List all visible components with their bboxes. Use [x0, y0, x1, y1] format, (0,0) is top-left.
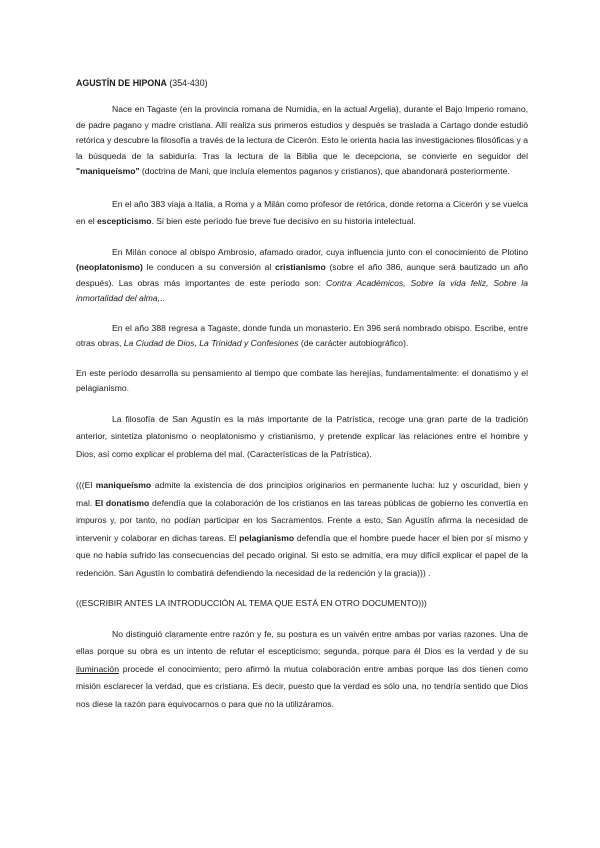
- p6-text-a: La filosofía de San Agustín es la más importante de la Patrística, recoge una gran parte de la tradición anterior, sintetiza platonismo o neoplatonismo y cristianismo, y pretende explicar las relaciones entre el hombre y Dios, así como explicar el problema del mal. (Características de la Patrística): [76, 413, 528, 459]
- p3-text-e: (sobre el año 386, aunque será bautizado un año después). Las obras más importantes de este período son:: [76, 262, 528, 288]
- p3-text-c: le conducen a su conversión al: [142, 262, 276, 272]
- title-dates: (354-430): [169, 78, 208, 88]
- p4-works-list: La Ciudad de Dios, La Trinidad y Confesiones: [123, 338, 299, 348]
- p7-text-e: defendía que la colaboración de los cristianos en las tareas públicas de gobierno les convertía en impuros y, por tanto, no podían participar en los Sacramentos. Frente a esto, San Agustín afirma la necesidad de intervenir y colaborar en dichas tareas. El: [76, 497, 528, 543]
- p3-text-g: ..: [160, 293, 165, 303]
- p2-term-escepticismo: escepticismo: [97, 216, 152, 226]
- p7-term-maniqueismo: maniqueísmo: [95, 480, 152, 490]
- document-title: [76, 78, 528, 88]
- p3-text-a: En Milán conoce al obispo Ambrosio, afamado orador, cuya influencia junto con el conocimiento de Plotino: [112, 246, 528, 257]
- p1-text-a: Nace en Tagaste (en la provincia romana de Numidia, en la actual Argelia), durante el Bajo Imperio romano, de padre pagano y madre cristiana. Allí realiza sus primeros estudios y después se traslada a Cartago donde estudió retórica y descubre la filosofía a través de la lectura de Cicerón. Esto le orienta hacia las investigaciones filosóficas y a la búsqueda de la sabiduría. Tras la lectura de la Biblia que le decepciona, se convierte en seguidor del: [76, 104, 528, 161]
- p4-text-c: (de carácter autobiográfico).: [298, 338, 409, 348]
- p2-text-c: . Si bien este período fue breve fue decisivo en su historia intelectual.: [151, 216, 416, 226]
- p9-text-a: No distinguió claramente entre razón y fe, su postura es un vaivén entre ambas por varias razones. Una de ellas porque su obra es un intento de refutar el escepticismo; segunda, porque para él Dios es la verdad y de su: [76, 628, 528, 656]
- p7-text-c: admite la existencia de dos principios originarios en permanente lucha: luz y oscuridad, bien y mal.: [76, 480, 528, 508]
- paragraph-heresies-detail: [76, 477, 528, 582]
- paragraph-patristica: [76, 411, 528, 464]
- p7-text-g: defendía que el hombre puede hacer el bien por sí mismo y que no había sufrido las consecuencias del pecado original. Si esto se admitía, era muy difícil explicar el papel de la redención. San Agustín lo combatirá defendiendo la necesidad de la redención y la gracia))) .: [76, 532, 528, 578]
- paragraph-reason-faith: [76, 626, 528, 714]
- p4-text-a: En el año 388 regresa a Tagaste, donde funda un monasterio. En 396 será nombrado obispo. Escribe, entre otras obras,: [76, 322, 528, 348]
- paragraph-italy: [76, 196, 528, 231]
- p3-term-neoplatonismo: (neoplatonismo): [76, 262, 143, 272]
- p9-text-c: procede el conocimiento; pero afirmó la mutua colaboración entre ambas porque las dos tienen como misión esclarecer la verdad, que es cristiana. Es decir, puesto que la verdad es sólo una, no tendría sentido que Dios nos diese la razón para equivocarnos o para que no la utilizáramos.: [76, 663, 528, 709]
- paragraph-tagaste: [76, 321, 528, 352]
- p9-term-iluminacion: iluminación: [76, 663, 119, 674]
- p1-text-c: (doctrina de Mani, que incluía elementos paganos y cristianos), que abandonará posteriormente.: [139, 166, 510, 176]
- paragraph-biography-origin: [76, 102, 528, 180]
- p7-term-pelagianismo: pelagianismo: [239, 532, 295, 543]
- p3-works-list: Contra Académicos, Sobre la vida feliz, Sobre la inmortalidad del alma,: [76, 277, 528, 303]
- p3-term-cristianismo: cristianismo: [275, 262, 326, 272]
- title-name: AGUSTÍN DE HIPONA: [76, 78, 167, 88]
- p6-text-b: .: [369, 448, 372, 459]
- paragraph-editor-note: ((ESCRIBIR ANTES LA INTRODUCCIÓN AL TEMA QUE ESTÁ EN OTRO DOCUMENTO))): [76, 598, 427, 608]
- p1-term-maniqueismo: "maniqueísmo": [76, 166, 140, 176]
- p7-term-donatismo: El donatismo: [94, 497, 150, 508]
- p2-text-a: En el año 383 viaja a Italia, a Roma y a Milán como profesor de retórica, donde retorna a Cicerón y se vuelca en el: [76, 198, 528, 226]
- paragraph-milan: [76, 245, 528, 307]
- paragraph-heresies: En este período desarrolla su pensamiento al tiempo que combate las herejías, fundamentalmente: el donatismo y el pelagianismo.: [76, 367, 528, 393]
- p7-text-a: (((El: [76, 480, 96, 490]
